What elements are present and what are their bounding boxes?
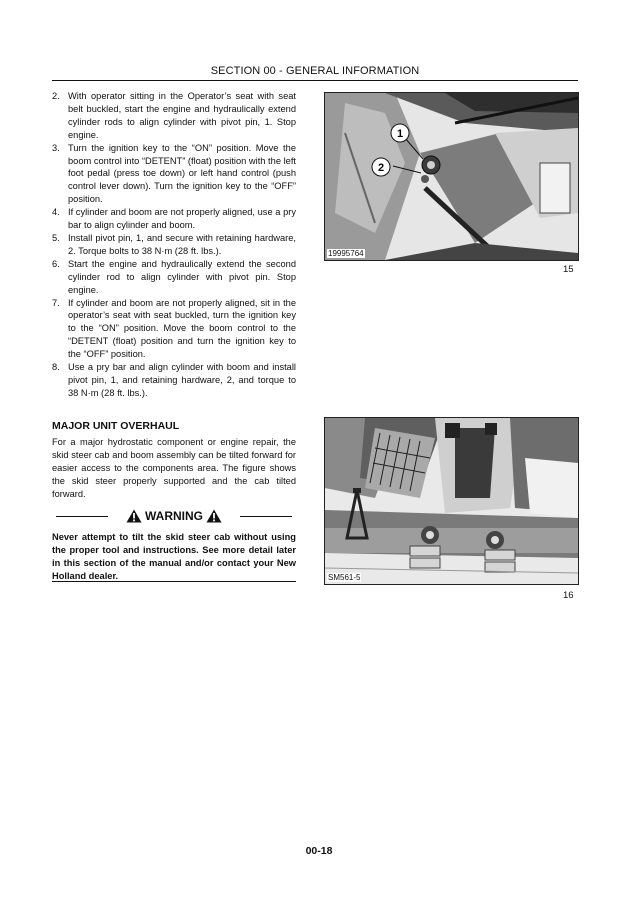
overhaul-paragraph: For a major hydrostatic component or engine repair, the skid steer cab and boom assembly can be tilted forward for easier access to the components area. The figure shows the skid steer properly supported and the cab tilted forward. [52,437,296,499]
step-item [52,297,296,362]
instruction-steps [52,90,296,400]
step-number: 7. [52,297,60,308]
step-text: Install pivot pin, 1, and secure with retaining hardware, 2. Torque bolts to 38 N·m (28 ft. lbs.). [68,232,296,256]
warning-triangle-icon [206,509,222,523]
warning-rule-right [240,516,292,517]
figure-boom-cylinder-photo [324,92,579,261]
figure-tilted-cab-photo [324,417,579,585]
step-text: Use a pry bar and align cylinder with boom and install pivot pin, 1, and retaining hardware, 2, and torque to 38 N·m (28 ft. lbs.). [68,362,296,398]
step-number: 5. [52,232,60,243]
step-item [52,232,296,258]
warning-text: Never attempt to tilt the skid steer cab without using the proper tool and instructions. See more detail later in this section of the manual and/or contact your New Holland dealer. [52,532,296,581]
step-number: 4. [52,207,60,218]
step-item [52,90,296,142]
step-text: Start the engine and hydraulically extend the second cylinder rod to align cylinder with pivot pin. Stop engine. [68,258,296,295]
step-item [52,206,296,232]
figure-code: SM561-5 [328,573,361,582]
figure-code: 19995764 [328,249,364,258]
instruction-column [52,90,296,400]
section-title: MAJOR UNIT OVERHAUL [52,420,180,432]
section-header: SECTION 00 - GENERAL INFORMATION [210,65,420,77]
callout-1: 1 [396,128,404,140]
warning-bottom-rule [52,581,296,582]
warning-banner [52,506,296,528]
step-text: Turn the ignition key to the “ON” position. Move the boom control into “DETENT” (float) position with the left foot pedal (press toe down) or left hand control (push control lever down). Turn the ignition key to the “OFF” position. [68,142,296,205]
step-text: With operator sitting in the Operator’s seat with seat belt buckled, start the engine and hydraulically extend cylinder rods to align cylinder with pivot pin, 1. Stop engine. [68,91,296,140]
step-number: 6. [52,258,60,269]
warning-rule-left [56,516,108,517]
step-text: If cylinder and boom are not properly aligned, sit in the operator’s seat with seat buckled, turn the ignition key to the “ON” position. Move the boom control to the “DETENT (float) position and turn the ignition key to the “OFF” position. [68,297,296,360]
step-number: 8. [52,362,60,373]
warning-heading [112,506,236,526]
warning-label: WARNING [145,509,203,523]
step-number: 3. [52,142,60,153]
step-number: 2. [52,91,60,101]
tilted-cab-illustration [325,418,578,584]
figure-number: 15 [563,264,574,275]
callout-2: 2 [377,162,385,174]
step-item [52,258,296,297]
header-divider [52,80,578,81]
figure-number: 16 [563,590,574,601]
step-item [52,142,296,207]
page-number: 00-18 [305,845,333,857]
boom-cylinder-illustration [325,93,578,260]
step-item [52,361,296,400]
step-text: If cylinder and boom are not properly aligned, use a pry bar to align cylinder and boom. [68,207,296,231]
warning-triangle-icon [126,509,142,523]
